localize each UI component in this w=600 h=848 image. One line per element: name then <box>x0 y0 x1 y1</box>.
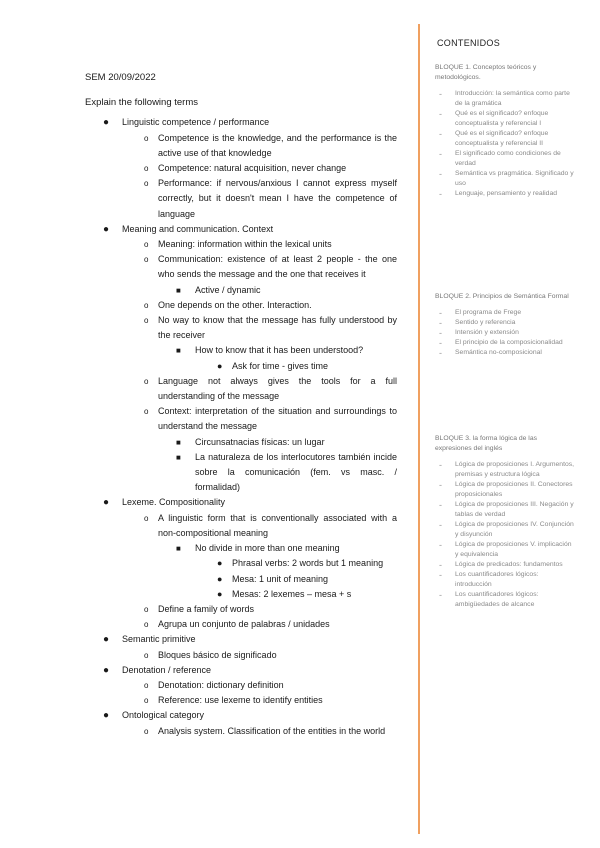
session-date: SEM 20/09/2022 <box>85 72 156 83</box>
notes-outline <box>85 115 397 738</box>
block-title: BLOQUE 1. Conceptos teóricos y metodológicos. <box>435 64 537 81</box>
bullet-marker-icon: ● <box>217 360 223 371</box>
bullet-text: No divide in more than one meaning <box>195 543 340 554</box>
bullet-item-level-2 <box>122 252 397 298</box>
bullet-text: Competence is the knowledge, and the performance is the active use of that knowledge <box>158 132 397 158</box>
content-item-label: Intensión y extensión <box>455 329 519 336</box>
bullet-text: Mesa: 1 unit of meaning <box>232 573 329 584</box>
block-2 <box>435 292 575 358</box>
bullet-item-level-3 <box>158 283 397 298</box>
dash-icon: - <box>439 308 442 318</box>
block-title: BLOQUE 2. Principios de Semántica Formal <box>435 293 569 300</box>
sub-list <box>158 541 397 602</box>
content-item-label: Qué es el significado? enfoque conceptualista y referencial I <box>455 110 549 127</box>
bullet-item-level-2 <box>122 511 397 602</box>
bullet-item-level-2 <box>122 176 397 222</box>
bullet-text: Meaning: information within the lexical units <box>158 239 332 250</box>
bullet-marker-icon: o <box>144 133 149 143</box>
content-item <box>435 308 575 318</box>
bullet-text: La naturaleza de los interlocutores también incide sobre la comunicación (fem. vs masc. / formalidad) <box>195 451 397 493</box>
dash-icon: - <box>439 189 442 199</box>
content-item <box>435 480 575 500</box>
sub-list <box>122 648 397 663</box>
dash-icon: - <box>439 338 442 348</box>
bullet-marker-icon: o <box>144 650 149 660</box>
bullet-marker-icon: o <box>144 179 149 189</box>
dash-icon: - <box>439 318 442 328</box>
bullet-item-level-2 <box>122 648 397 663</box>
bullet-text: Denotation: dictionary definition <box>158 679 284 690</box>
bullet-marker-icon: ● <box>103 710 110 722</box>
bullet-marker-icon: ● <box>217 588 223 599</box>
bullet-item-level-2 <box>122 693 397 708</box>
bullet-marker-icon: o <box>144 726 149 736</box>
bullet-marker-icon: o <box>144 376 149 386</box>
content-item <box>435 338 575 348</box>
content-item-label: Los cuantificadores lógicos: ambigüedades de alcance <box>455 591 539 608</box>
dash-icon: - <box>439 500 442 510</box>
block-title: BLOQUE 3. la forma lógica de las expresiones del inglés <box>435 435 537 452</box>
bullet-item-level-3 <box>158 450 397 496</box>
content-item <box>435 328 575 338</box>
bullet-item-level-4 <box>195 587 397 602</box>
bullet-item-level-2 <box>122 131 397 161</box>
content-item-label: El programa de Frege <box>455 309 522 316</box>
bullet-marker-icon: ● <box>217 558 223 569</box>
bullet-item-level-1 <box>85 708 397 738</box>
dash-icon: - <box>439 149 442 159</box>
sub-list <box>122 237 397 495</box>
content-item <box>435 189 575 199</box>
dash-icon: - <box>439 480 442 490</box>
content-item-label: Los cuantificadores lógicos: introducción <box>455 571 539 588</box>
bullet-item-level-2 <box>122 237 397 252</box>
bullet-marker-icon: o <box>144 300 149 310</box>
dash-icon: - <box>439 129 442 139</box>
content-item <box>435 570 575 590</box>
bullet-text: Performance: if nervous/anxious I cannot express myself correctly, but it doesn't mean I have the competence of language <box>158 178 397 219</box>
bullet-text: Bloques básico de significado <box>158 649 277 660</box>
sub-list <box>158 343 397 373</box>
bullet-item-level-4 <box>195 359 397 374</box>
bullet-text: Denotation / reference <box>122 664 212 675</box>
content-item-label: Semántica no-composicional <box>455 349 542 356</box>
bullet-marker-icon: o <box>144 316 149 326</box>
content-item-label: Lógica de proposiciones V. implicación y equivalencia <box>455 541 572 558</box>
bullet-marker-icon: ■ <box>176 544 181 554</box>
bullet-text: Context: interpretation of the situation and surroundings to understand the message <box>158 406 397 432</box>
bullet-text: Analysis system. Classification of the entities in the world <box>158 725 386 736</box>
bullet-marker-icon: ● <box>103 117 110 129</box>
bullet-item-level-2 <box>122 313 397 374</box>
bullet-text: Circunsatnacias físicas: un lugar <box>195 436 325 447</box>
content-item <box>435 560 575 570</box>
bullet-item-level-4 <box>195 556 397 571</box>
content-item <box>435 149 575 169</box>
bullet-item-level-4 <box>195 572 397 587</box>
bullet-marker-icon: o <box>144 164 149 174</box>
content-item <box>435 460 575 480</box>
bullet-marker-icon: ■ <box>176 437 181 447</box>
bullet-marker-icon: ● <box>103 664 110 676</box>
sidebar-title: CONTENIDOS <box>437 38 501 48</box>
bullet-item-level-3 <box>158 541 397 602</box>
sub-list <box>122 678 397 708</box>
instruction-text: Explain the following terms <box>85 97 198 109</box>
content-item-label: Sentido y referencia <box>455 319 516 326</box>
bullet-text: Ontological category <box>122 710 205 721</box>
bullet-marker-icon: ● <box>217 573 223 584</box>
content-item <box>435 89 575 109</box>
bullet-text: No way to know that the message has fully understood by the receiver <box>158 315 397 341</box>
content-item <box>435 590 575 610</box>
dash-icon: - <box>439 109 442 119</box>
bullet-text: Competence: natural acquisition, never change <box>158 163 347 174</box>
bullet-text: Lexeme. Compositionality <box>122 497 226 508</box>
notes-column <box>85 70 397 739</box>
bullet-item-level-1 <box>85 222 397 496</box>
content-item <box>435 540 575 560</box>
bullet-text: Linguistic competence / performance <box>122 117 270 128</box>
bullet-item-level-3 <box>158 343 397 373</box>
bullet-marker-icon: ■ <box>176 452 181 462</box>
bullet-item-level-2 <box>122 678 397 693</box>
dash-icon: - <box>439 540 442 550</box>
bullet-marker-icon: o <box>144 696 149 706</box>
bullet-item-level-2 <box>122 617 397 632</box>
dash-icon: - <box>439 520 442 530</box>
bullet-marker-icon: ● <box>103 497 110 509</box>
dash-icon: - <box>439 169 442 179</box>
content-item <box>435 318 575 328</box>
bullet-item-level-2 <box>122 374 397 404</box>
block-items <box>435 89 575 199</box>
content-item-label: El significado como condiciones de verdad <box>455 150 561 167</box>
bullet-marker-icon: o <box>144 513 149 523</box>
content-item-label: Lógica de proposiciones IV. Conjunción y disyunción <box>455 521 574 538</box>
sub-list <box>195 359 397 374</box>
sub-list <box>195 556 397 602</box>
bullet-item-level-3 <box>158 435 397 450</box>
dash-icon: - <box>439 560 442 570</box>
content-item-label: Qué es el significado? enfoque conceptualista y referencial II <box>455 130 549 147</box>
dash-icon: - <box>439 570 442 580</box>
sub-list <box>122 131 397 222</box>
block-items <box>435 460 575 610</box>
bullet-marker-icon: ■ <box>176 346 181 356</box>
bullet-marker-icon: o <box>144 620 149 630</box>
content-item-label: Lógica de proposiciones III. Negación y tablas de verdad <box>455 501 574 518</box>
bullet-text: One depends on the other. Interaction. <box>158 299 312 310</box>
bullet-text: Reference: use lexeme to identify entities <box>158 695 323 706</box>
content-item-label: Lógica de predicados: fundamentos <box>455 561 563 568</box>
bullet-item-level-1 <box>85 663 397 709</box>
bullet-marker-icon: ● <box>103 634 110 646</box>
bullet-item-level-1 <box>85 632 397 662</box>
content-item <box>435 348 575 358</box>
bullet-text: Language not always gives the tools for a full understanding of the message <box>158 375 397 402</box>
dash-icon: - <box>439 460 442 470</box>
content-item <box>435 520 575 540</box>
bullet-item-level-1 <box>85 115 397 221</box>
bullet-text: Phrasal verbs: 2 words but 1 meaning <box>232 558 384 569</box>
sub-list <box>122 511 397 633</box>
block-3 <box>435 434 575 610</box>
sub-list <box>158 283 397 298</box>
bullet-text: Semantic primitive <box>122 634 196 645</box>
dash-icon: - <box>439 590 442 600</box>
bullet-text: Mesas: 2 lexemes – mesa + s <box>232 588 352 599</box>
bullet-marker-icon: o <box>144 680 149 690</box>
bullet-text: Meaning and communication. Context <box>122 223 274 234</box>
bullet-item-level-2 <box>122 404 397 495</box>
bullet-text: A linguistic form that is conventionally associated with a non-compositional meaning <box>158 512 397 538</box>
dash-icon: - <box>439 328 442 338</box>
content-item <box>435 500 575 520</box>
content-item-label: Introducción: la semántica como parte de la gramática <box>455 90 570 107</box>
bullet-marker-icon: ● <box>103 223 110 235</box>
bullet-item-level-2 <box>122 161 397 176</box>
content-item <box>435 129 575 149</box>
bullet-item-level-2 <box>122 298 397 313</box>
dash-icon: - <box>439 348 442 358</box>
bullet-marker-icon: o <box>144 255 149 265</box>
bullet-text: Define a family of words <box>158 603 255 614</box>
bullet-item-level-1 <box>85 495 397 632</box>
contents-sidebar <box>418 24 574 834</box>
dash-icon: - <box>439 89 442 99</box>
bullet-text: How to know that it has been understood? <box>195 345 364 356</box>
bullet-text: Communication: existence of at least 2 people - the one who sends the message and the one that receives it <box>158 254 397 280</box>
bullet-text: Agrupa un conjunto de palabras / unidades <box>158 619 330 630</box>
content-item-label: Lenguaje, pensamiento y realidad <box>455 190 558 197</box>
bullet-item-level-2 <box>122 724 397 739</box>
bullet-marker-icon: ■ <box>176 285 181 295</box>
block-items <box>435 308 575 358</box>
bullet-text: Ask for time - gives time <box>232 360 329 371</box>
content-item-label: Lógica de proposiciones I. Argumentos, premisas y estructura lógica <box>455 461 575 478</box>
content-item-label: Semántica vs pragmática. Significado y uso <box>455 170 574 187</box>
bullet-item-level-2 <box>122 602 397 617</box>
content-item-label: Lógica de proposiciones II. Conectores proposicionales <box>455 481 573 498</box>
sub-list <box>158 435 397 496</box>
content-item <box>435 169 575 189</box>
sub-list <box>122 724 397 739</box>
bullet-marker-icon: o <box>144 240 149 250</box>
block-1 <box>435 63 575 199</box>
bullet-marker-icon: o <box>144 604 149 614</box>
content-item <box>435 109 575 129</box>
bullet-text: Active / dynamic <box>195 284 261 295</box>
bullet-marker-icon: o <box>144 407 149 417</box>
content-item-label: El principio de la composicionalidad <box>455 339 563 346</box>
